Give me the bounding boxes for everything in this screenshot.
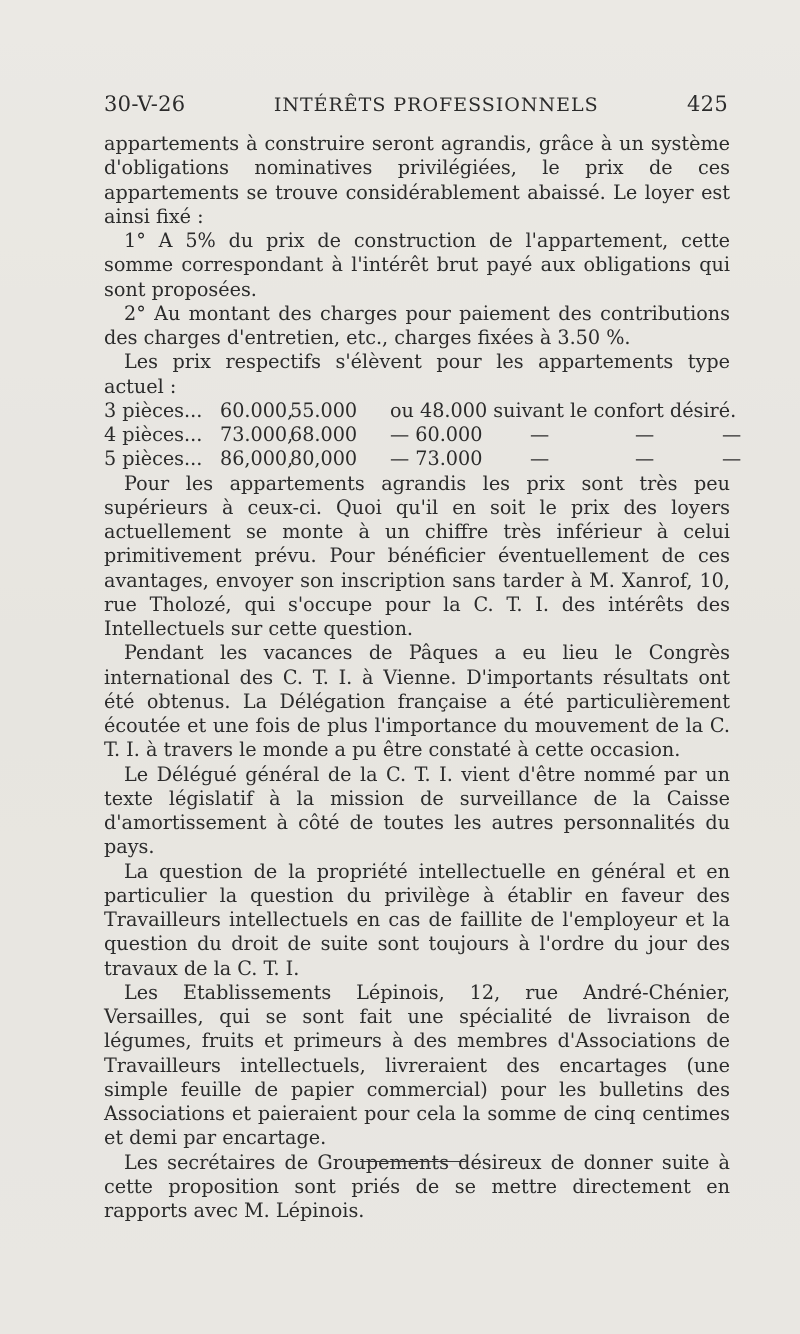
header-date: 30-V-26 <box>104 92 186 116</box>
ditto-mark: — <box>530 423 550 446</box>
price-value: 86,000, <box>220 447 294 471</box>
paragraph: 1° A 5% du prix de construction de l'appartement, cette somme correspondant à l'intérêt brut payé aux obligations qui sont proposées. <box>104 229 730 301</box>
ditto-mark: — <box>530 447 550 471</box>
price-value: 80,000 <box>290 447 358 471</box>
closing-rule <box>360 1161 468 1162</box>
price-value: 55.000 <box>290 398 358 422</box>
paragraph: 2° Au montant des charges pour paiement des contributions des charges d'entretien, etc., charges fixées à 3.50 %. <box>104 301 730 349</box>
body-text <box>104 132 742 1223</box>
price-value: 68.000 <box>290 423 358 446</box>
paragraph: Le Délégué général de la C. T. I. vient d'être nommé par un texte législatif à la mission de surveillance de la Caisse d'amortissement à côté de toutes les autres personnalités du pays. <box>104 762 730 859</box>
rooms-label: 4 pièces... <box>104 423 203 446</box>
paragraph: Pour les appartements agrandis les prix sont très peu supérieurs à ceux-ci. Quoi qu'il en soit le prix des loyers actuellement se monte à un chiffre très inférieur à celui primitivement prévu. Pour bénéficier éventuellement de ces avantages, envoyer son inscription sans tarder à M. Xanrof, 10, rue Tholozé, qui s'occupe pour la C. T. I. des intérêts des Intellectuels sur cette question. <box>104 471 730 640</box>
paragraph: Pendant les vacances de Pâques a eu lieu le Congrès international des C. T. I. à Vienne. D'importants résultats ont été obtenus. La Délégation française a été particulièrement écoutée et une fois de plus l'importance du mouvement de la C. T. I. à travers le monde a pu être constaté à cette occasion. <box>104 641 730 762</box>
price-value: 73.000, <box>220 423 294 446</box>
price-row <box>104 423 742 447</box>
ditto-mark: — <box>635 423 655 446</box>
price-value: — 73.000 <box>390 447 483 471</box>
ditto-mark: — <box>635 447 655 471</box>
ditto-mark: — <box>722 423 742 446</box>
rooms-label: 3 pièces... <box>104 398 203 422</box>
running-header <box>104 92 728 116</box>
price-row <box>104 447 742 471</box>
price-row <box>104 398 737 423</box>
ditto-mark: — <box>722 447 742 471</box>
paragraph: appartements à construire seront agrandis, grâce à un système d'obligations nominatives privilégiées, le prix de ces appartements se trouve considérablement abaissé. Le loyer est ainsi fixé : <box>104 132 730 228</box>
price-value: 60.000, <box>220 398 294 422</box>
paragraph: Les Etablissements Lépinois, 12, rue André-Chénier, Versailles, qui se sont fait une spécialité de livraison de légumes, fruits et primeurs à des membres d'Associations de Travailleurs intellectuels, livreraient des encartages (une simple feuille de papier commercial) pour les bulletins des Associations et paieraient pour cela la somme de cinq centimes et demi par encartage. <box>104 980 730 1150</box>
page-number: 425 <box>687 92 728 116</box>
paragraph: Les prix respectifs s'élèvent pour les appartements type actuel : <box>104 350 730 398</box>
price-value: — 60.000 <box>390 423 483 446</box>
paragraph: La question de la propriété intellectuelle en général et en particulier la question du privilège à établir en faveur des Travailleurs intellectuels en cas de faillite de l'employeur et la question du droit de suite sont toujours à l'ordre du jour des travaux de la C. T. I. <box>104 859 730 980</box>
price-rest: ou 48.000 suivant le confort désiré. <box>390 398 737 422</box>
header-title: INTÉRÊTS PROFESSIONNELS <box>273 94 599 116</box>
rooms-label: 5 pièces... <box>104 447 203 471</box>
price-rest <box>390 423 742 447</box>
price-table <box>104 398 742 472</box>
paragraph: Les secrétaires de Groupements désireux de donner suite à cette proposition sont priés de se mettre directement en rapports avec M. Lépinois. <box>104 1150 730 1222</box>
price-rest <box>390 447 742 471</box>
